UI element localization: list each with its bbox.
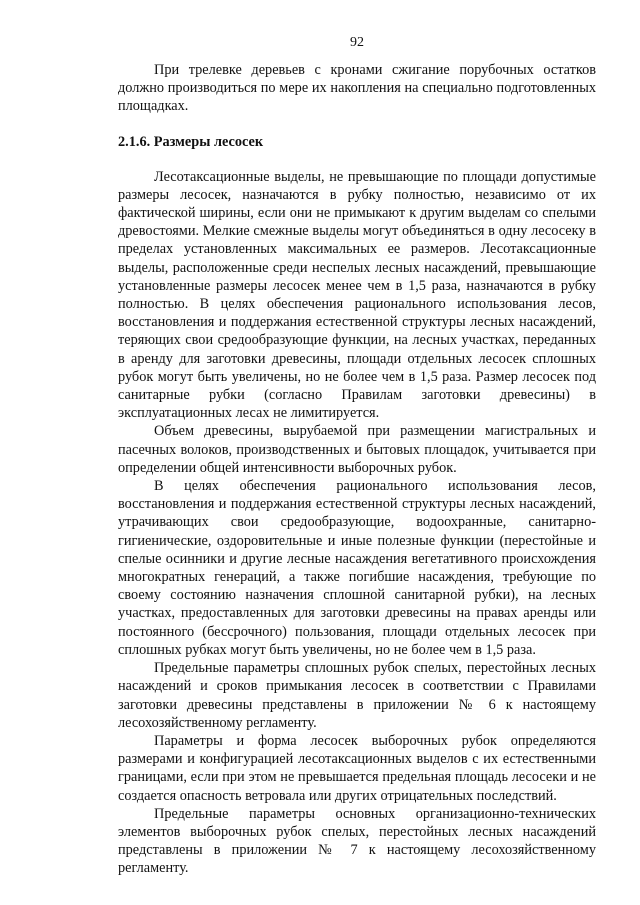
section-paragraph-2: Объем древесины, вырубаемой при размещении магистральных и пасечных волоков, производственных и бытовых площадок, учитывается при определении общей интенсивности выборочных рубок. — [118, 423, 596, 476]
page-number: 92 — [350, 35, 364, 50]
section-paragraph-1: Лесотаксационные выделы, не превышающие по площади допустимые размеры лесосек, назначаются в рубку полностью, независимо от их фактической ширины, если они не примыкают к другим выделам со спелыми древостоями. Мелкие смежные выделы могут объединяться в одну лесосеку в пределах установленных максимальных ее размеров. Лесотаксационные выделы, расположенные среди неспелых лесных насаждений, превышающие установленные размеры лесосек менее чем в 1,5 раза, назначаются в рубку полностью. В целях обеспечения рационального использования лесов, восстановления и поддержания естественной структуры лесных насаждений, теряющих свои средообразующие функции, на лесных участках, переданных в аренду для заготовки древесины, площади отдельных лесосек сплошных рубок могут быть увеличены, но не более чем в 1,5 раза. Размер лесосек под санитарные рубки (согласно Правилам заготовки древесины) в эксплуатационных лесах не лимитируется. — [118, 168, 596, 422]
section-paragraph-3: В целях обеспечения рационального использования лесов, восстановления и поддержания естественной структуры лесных насаждений, утрачивающих свои средообразующие, водоохранные, санитарно-гигиенические, оздоровительные и иные полезные функции (перестойные и спелые осинники и другие лесные насаждения вегетативного происхождения многократных генераций, а также погибшие насаждения, требующие по своему состоянию назначения сплошной санитарной рубки), на лесных участках, предоставленных для заготовки древесины на правах аренды или постоянного (бессрочного) пользования, площади отдельных лесосек при сплошных рубках могут быть увеличены, но не более чем в 1,5 раза. — [118, 478, 596, 658]
intro-paragraph: При трелевке деревьев с кронами сжигание порубочных остатков должно производиться по мере их накопления на специально подготовленных площадках. — [118, 62, 596, 115]
section-heading: 2.1.6. Размеры лесосек — [118, 133, 264, 150]
page-content — [118, 61, 596, 878]
section-paragraph-5: Параметры и форма лесосек выборочных рубок определяются размерами и конфигурацией лесотаксационных выделов с их естественными границами, если при этом не превышается предельная площадь лесосеки и не создается опасность ветровала или других отрицательных последствий. — [118, 732, 596, 804]
section-paragraph-4: Предельные параметры сплошных рубок спелых, перестойных лесных насаждений и сроков примыкания лесосек в соответствии с Правилами заготовки древесины представлены в приложении № 6 к настоящему лесохозяйственному регламенту. — [118, 660, 596, 731]
section-paragraph-6: Предельные параметры основных организационно-технических элементов выборочных рубок спелых, перестойных лесных насаждений представлены в приложении № 7 к настоящему лесохозяйственному регламенту. — [118, 805, 596, 877]
